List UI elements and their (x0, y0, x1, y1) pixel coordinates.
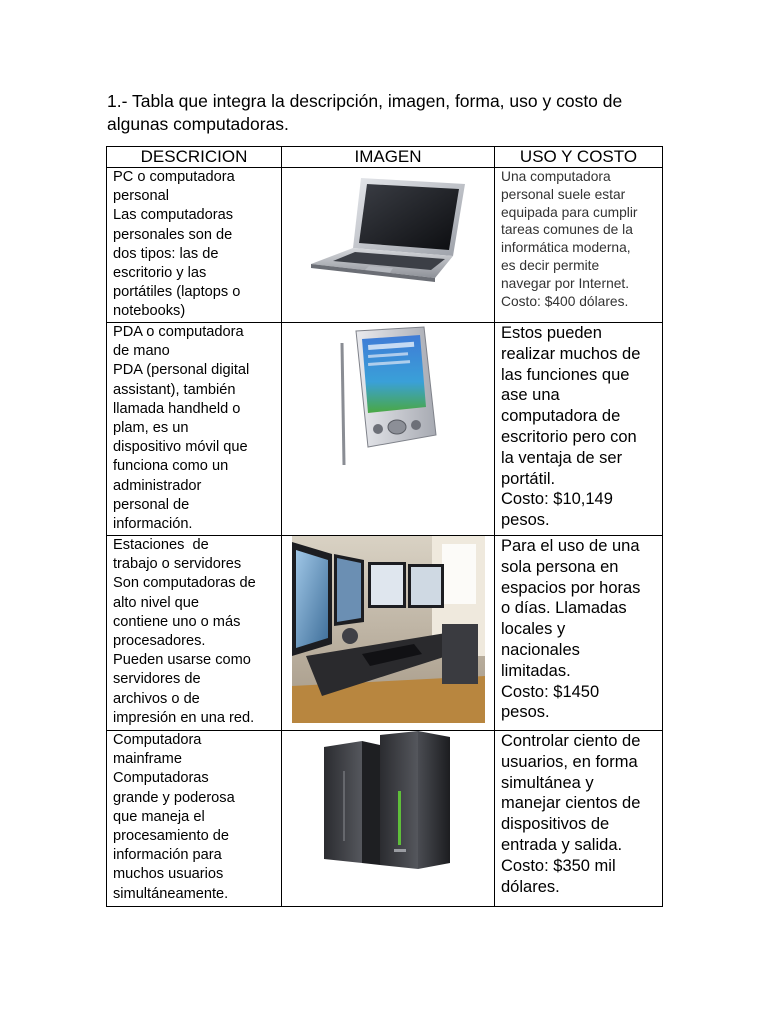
text-line: navegar por Internet. (501, 275, 630, 291)
image-cell (282, 323, 495, 536)
text-line: pesos. (501, 703, 550, 722)
text-line: entrada y salida. (501, 835, 623, 854)
text-line: información para (113, 847, 222, 864)
text-line: administrador (113, 477, 202, 494)
text-line: informática moderna, (501, 240, 631, 256)
table-row (107, 323, 663, 536)
text-line: que maneja el (113, 808, 205, 825)
text-line: escritorio pero con (501, 427, 637, 446)
text-line: ase una (501, 386, 560, 405)
text-line: Costo: $10,149 (501, 490, 613, 509)
text-line: muchos usuarios (113, 866, 224, 883)
image-cell (282, 731, 495, 907)
heading-line: algunas computadoras. (107, 114, 289, 134)
text-line: archivos o de (113, 690, 200, 707)
text-line: personal suele estar (501, 186, 626, 202)
text-line: Una computadora (501, 169, 611, 184)
description-cell (107, 731, 282, 907)
text-line: simultánea y (501, 773, 594, 792)
text-line: plam, es un (113, 420, 189, 437)
text-line: limitadas. (501, 661, 571, 680)
page-heading (107, 90, 667, 136)
image-cell (282, 168, 495, 323)
text-line: procesamiento de (113, 828, 230, 845)
text-line: Pueden usarse como (113, 652, 251, 669)
use-and-cost-cell (495, 731, 663, 907)
text-line: Computadora (113, 732, 202, 748)
workstation-icon (292, 536, 485, 723)
header-imagen: IMAGEN (282, 147, 495, 168)
text-line: dos tipos: las de (113, 245, 219, 262)
description-cell (107, 168, 282, 323)
text-line: de mano (113, 343, 170, 360)
text-line: portátil. (501, 469, 556, 488)
text-line: nacionales (501, 640, 580, 659)
text-line: usuarios, en forma (501, 752, 638, 771)
text-line: procesadores. (113, 633, 206, 650)
text-line: equipada para cumplir (501, 204, 638, 220)
text-line: contiene uno o más (113, 613, 241, 630)
text-line: o días. Llamadas (501, 599, 627, 618)
text-line: las funciones que (501, 365, 630, 384)
table-row (107, 168, 663, 323)
use-and-cost-cell (495, 323, 663, 536)
text-line: assistant), también (113, 381, 236, 398)
text-line: portátiles (laptops o (113, 284, 241, 301)
text-line: sola persona en (501, 557, 619, 576)
text-line: simultáneamente. (113, 885, 229, 902)
text-line: información. (113, 516, 193, 533)
text-line: Estos pueden (501, 324, 602, 342)
text-line: dólares. (501, 877, 560, 896)
text-line: espacios por horas (501, 578, 641, 597)
text-line: manejar cientos de (501, 794, 641, 813)
table-header-row (107, 147, 663, 168)
text-line: locales y (501, 620, 566, 639)
text-line: Son computadoras de (113, 575, 256, 592)
description-cell (107, 536, 282, 731)
text-line: mainframe (113, 751, 182, 768)
text-line: tareas comunes de la (501, 222, 633, 238)
text-line: Computadoras (113, 770, 209, 787)
image-cell (282, 536, 495, 731)
text-line: Costo: $350 mil (501, 856, 616, 875)
text-line: computadora de (501, 407, 621, 426)
text-line: Costo: $400 dólares. (501, 293, 629, 309)
text-line: PDA o computadora (113, 324, 244, 340)
text-line: personal (113, 188, 169, 205)
text-line: Las computadoras (113, 207, 234, 224)
text-line: servidores de (113, 671, 201, 688)
text-line: Costo: $1450 (501, 682, 600, 701)
heading-line: 1.- Tabla que integra la descripción, imagen, forma, uso y costo de (107, 91, 623, 111)
text-line: PDA (personal digital (113, 362, 250, 379)
text-line: Estaciones de (113, 537, 209, 553)
table-row (107, 536, 663, 731)
computers-table (106, 146, 663, 907)
text-line: pesos. (501, 511, 550, 530)
text-line: Para el uso de una (501, 537, 640, 555)
text-line: funciona como un (113, 458, 229, 475)
mainframe-icon (318, 731, 458, 871)
table-row (107, 731, 663, 907)
header-descricion: DESCRICION (107, 147, 282, 168)
text-line: personales son de (113, 226, 233, 243)
text-line: impresión en una red. (113, 709, 255, 726)
text-line: Controlar ciento de (501, 732, 641, 750)
text-line: realizar muchos de (501, 344, 641, 363)
text-line: PC o computadora (113, 169, 235, 185)
text-line: dispositivo móvil que (113, 439, 248, 456)
text-line: llamada handheld o (113, 400, 241, 417)
header-uso-y-costo: USO Y COSTO (495, 147, 663, 168)
text-line: notebooks) (113, 303, 186, 320)
text-line: trabajo o servidores (113, 556, 242, 573)
text-line: escritorio y las (113, 265, 207, 282)
description-cell (107, 323, 282, 536)
text-line: alto nivel que (113, 594, 200, 611)
pda-icon (328, 323, 448, 473)
text-line: dispositivos de (501, 815, 610, 834)
text-line: la ventaja de ser (501, 448, 623, 467)
use-and-cost-cell (495, 168, 663, 323)
text-line: grande y poderosa (113, 789, 235, 806)
use-and-cost-cell (495, 536, 663, 731)
text-line: es decir permite (501, 257, 600, 273)
laptop-icon (303, 168, 473, 288)
text-line: personal de (113, 496, 190, 513)
